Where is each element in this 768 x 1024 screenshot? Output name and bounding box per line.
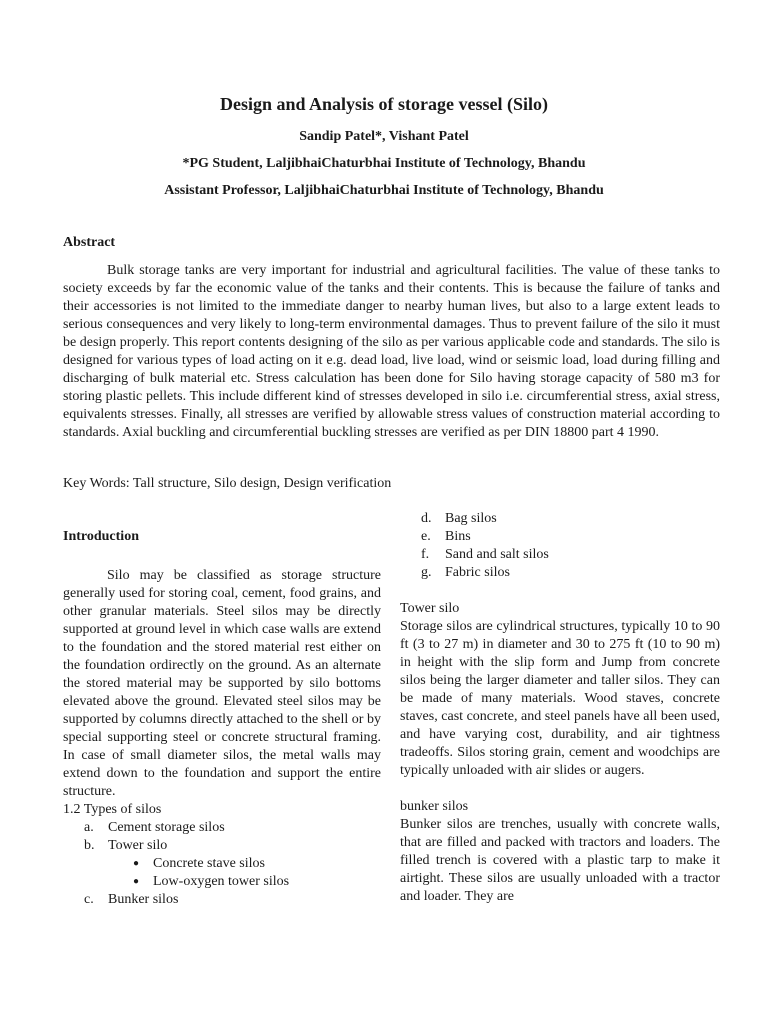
abstract-heading: Abstract xyxy=(63,235,116,250)
affiliation-2: Assistant Professor, LaljibhaiChaturbhai Institute of Technology, Bhandu xyxy=(164,183,604,198)
list-item: e. Bins xyxy=(421,529,471,544)
list-item: a. Cement storage silos xyxy=(84,820,225,835)
list-item: c. Bunker silos xyxy=(84,892,179,907)
tower-silo-heading: Tower silo xyxy=(400,601,460,616)
list-item: g. Fabric silos xyxy=(421,565,510,580)
affiliation-1: *PG Student, LaljibhaiChaturbhai Institute of Technology, Bhandu xyxy=(182,156,586,171)
list-item: ● Concrete stave silos xyxy=(133,856,265,871)
introduction-heading: Introduction xyxy=(63,529,139,544)
bunker-silos-text: Bunker silos are trenches, usually with concrete walls, that are filled and packed with tractors and loaders. The filled trench is covered with a plastic tarp to make it airtight. These silos are usually unloaded with a tractor and loader. They are xyxy=(400,817,720,904)
abstract-text: Bulk storage tanks are very important for industrial and agricultural facilities. The value of these tanks to society exceeds by far the economic value of the tanks and their contents. This is because the failure of tanks and their accessories is not limited to the immediate danger to nearby human lives, but also to a large extent leads to serious consequences and very likely to long-term environmental damages. Thus to prevent failure of the silo it must be design properly. This report contents designing of the silo as per various applicable code and standards. The silo is designed for various types of load acting on it e.g. dead load, live load, wind or seismic load, load during filling and discharging of bulk material etc. Stress calculation has been done for Silo having storage capacity of 580 m3 for storing plastic pellets. This include different kind of stresses developed in silo i.e. circumferential stress, axial stress, equivalents stresses. Finally, all stresses are verified by allowable stress values of construction material according to standards. Axial buckling and circumferential buckling stresses are verified as per DIN 18800 part 4 1990. xyxy=(63,263,720,440)
right-column xyxy=(400,510,720,906)
types-list-more xyxy=(400,510,720,582)
paper-title: Design and Analysis of storage vessel (Silo) xyxy=(219,94,549,114)
list-item: f. Sand and salt silos xyxy=(421,547,549,562)
introduction-text: Silo may be classified as storage structure generally used for storing coal, cement, food grains, and other granular materials. Steel silos may be directly supported at ground level in which case walls are extend to the foundation and the stored material rest either on the foundation ordirectly on the ground. As an alternate the stored material may be supported by silo bottoms elevated above the ground. Elevated steel silos may be supported by columns directly attached to the shell or by special supporting steel or concrete structural framing. In case of small diameter silos, the metal walls may extend down to the foundation and support the entire structure. xyxy=(63,568,381,799)
bunker-silos-heading: bunker silos xyxy=(400,799,469,814)
list-item: b. Tower silo xyxy=(84,838,168,853)
bullet-icon: ● xyxy=(133,876,140,887)
types-list-continued xyxy=(63,891,381,909)
tower-silo-text: Storage silos are cylindrical structures, typically 10 to 90 ft (3 to 27 m) in diameter and 30 to 275 ft (10 to 90 m) in height with the slip form and Jump from concrete silos being the larger diameter and taller silos. They can be made of many materials. Wood staves, concrete staves, cast concrete, and steel panels have all been used, and have varying cost, durability, and air tightness tradeoffs. Silos storing grain, cement and woodchips are typically unloaded with air slides or augers. xyxy=(400,619,720,778)
authors: Sandip Patel*, Vishant Patel xyxy=(299,129,469,144)
types-heading: 1.2 Types of silos xyxy=(63,802,162,817)
keywords: Key Words: Tall structure, Silo design, Design verification xyxy=(63,476,392,491)
types-list xyxy=(63,819,381,855)
tower-subtypes-list xyxy=(63,855,381,891)
list-item: ● Low-oxygen tower silos xyxy=(133,874,290,889)
bullet-icon: ● xyxy=(133,858,140,869)
list-item: d. Bag silos xyxy=(421,511,497,526)
left-column xyxy=(63,528,381,909)
